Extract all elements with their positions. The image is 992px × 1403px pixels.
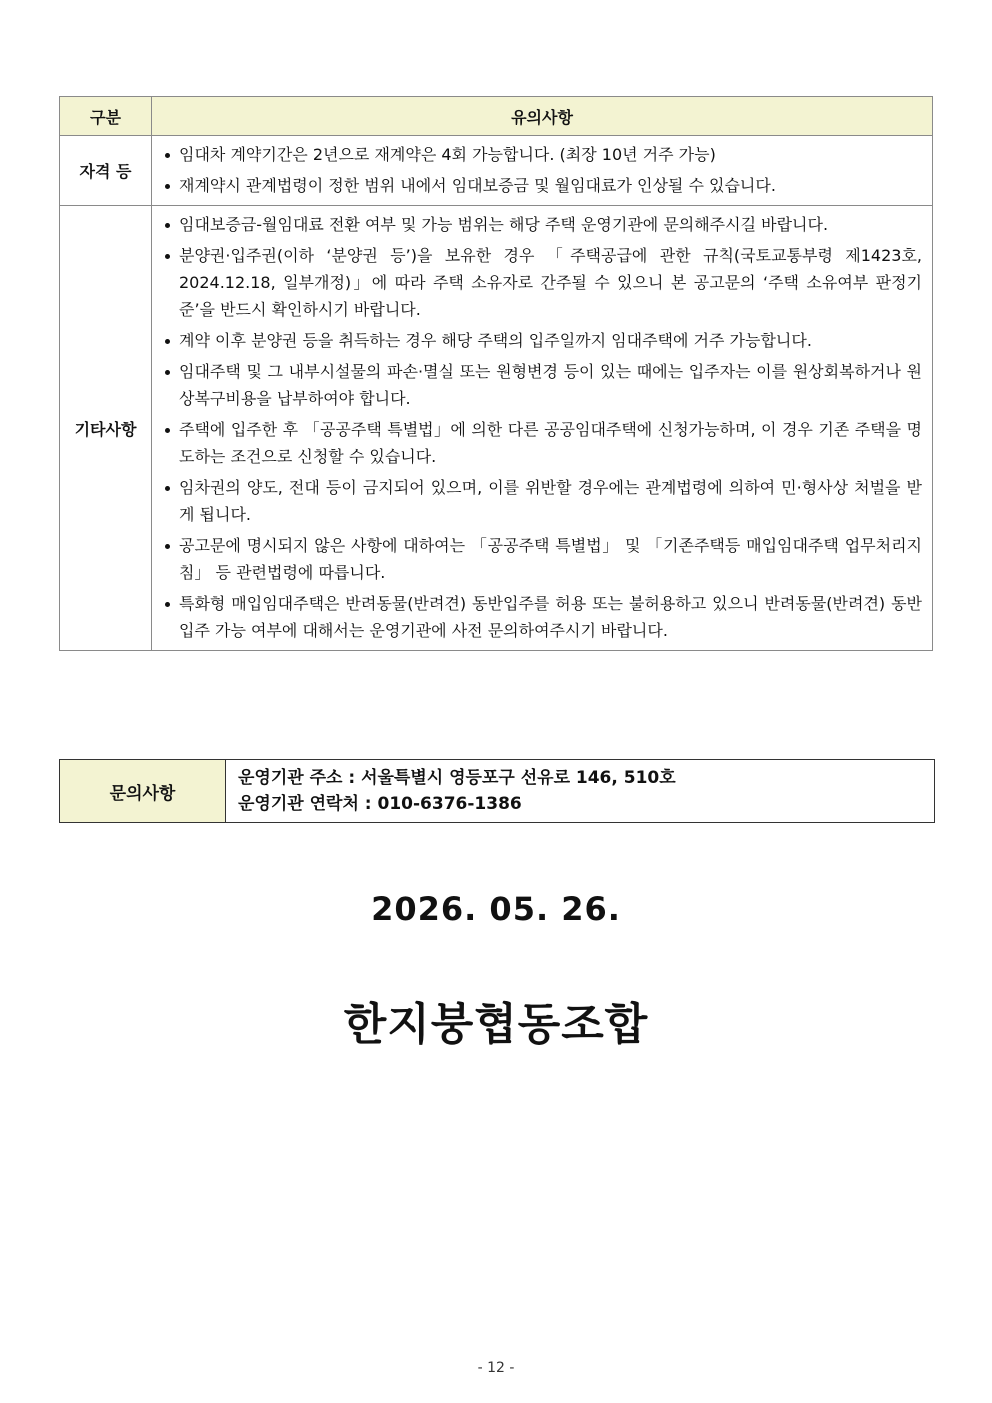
page-number: - 12 - xyxy=(477,1360,515,1376)
row-items-qualification xyxy=(152,136,933,206)
organization-name: 한지붕협동조합 xyxy=(343,999,649,1050)
row-category-qualification: 자격 등 xyxy=(60,136,152,206)
contact-address: 운영기관 주소 : 서울특별시 영등포구 선유로 146, 510호 xyxy=(238,768,676,788)
row-category-other: 기타사항 xyxy=(60,206,152,651)
table-header-row xyxy=(60,97,933,136)
table-row-qualification xyxy=(60,136,933,206)
bullet-list xyxy=(162,211,922,644)
header-category: 구분 xyxy=(60,97,152,136)
list-item: 재계약시 관계법령이 정한 범위 내에서 임대보증금 및 월임대료가 인상될 수 있습니다. xyxy=(162,172,922,199)
list-item: 공고문에 명시되지 않은 사항에 대하여는 「공공주택 특별법」 및 「기존주택등 매입임대주택 업무처리지침」 등 관련법령에 따릅니다. xyxy=(162,532,922,586)
list-item: 계약 이후 분양권 등을 취득하는 경우 해당 주택의 입주일까지 임대주택에 거주 가능합니다. xyxy=(162,327,922,354)
list-item: 임대차 계약기간은 2년으로 재계약은 4회 가능합니다. (최장 10년 거주 가능) xyxy=(162,141,922,168)
list-item: 임대주택 및 그 내부시설물의 파손·멸실 또는 원형변경 등이 있는 때에는 입주자는 이를 원상회복하거나 원상복구비용을 납부하여야 합니다. xyxy=(162,358,922,412)
header-notes: 유의사항 xyxy=(152,97,933,136)
announcement-date: 2026. 05. 26. xyxy=(371,890,621,928)
notice-table xyxy=(59,96,933,651)
list-item: 임대보증금-월임대료 전환 여부 및 가능 범위는 해당 주택 운영기관에 문의해주시길 바랍니다. xyxy=(162,211,922,238)
bullet-list xyxy=(162,141,922,199)
contact-phone: 운영기관 연락처 : 010-6376-1386 xyxy=(238,794,522,814)
contact-box xyxy=(59,759,935,823)
list-item: 임차권의 양도, 전대 등이 금지되어 있으며, 이를 위반할 경우에는 관계법령에 의하여 민·형사상 처벌을 받게 됩니다. xyxy=(162,474,922,528)
list-item: 주택에 입주한 후 「공공주택 특별법」에 의한 다른 공공임대주택에 신청가능하며, 이 경우 기존 주택을 명도하는 조건으로 신청할 수 있습니다. xyxy=(162,416,922,470)
list-item: 특화형 매입임대주택은 반려동물(반려견) 동반입주를 허용 또는 불허용하고 있으니 반려동물(반려견) 동반 입주 가능 여부에 대해서는 운영기관에 사전 문의하여주시기 바랍니다. xyxy=(162,590,922,644)
table-row-other xyxy=(60,206,933,651)
contact-label: 문의사항 xyxy=(60,760,226,822)
contact-body xyxy=(226,760,934,822)
list-item: 분양권·입주권(이하 ‘분양권 등’)을 보유한 경우 「주택공급에 관한 규칙(국토교통부령 제1423호, 2024.12.18, 일부개정)」에 따라 주택 소유자로 간주될 수 있으니 본 공고문의 ‘주택 소유여부 판정기준’을 반드시 확인하시기 바랍니다. xyxy=(162,242,922,323)
row-items-other xyxy=(152,206,933,651)
